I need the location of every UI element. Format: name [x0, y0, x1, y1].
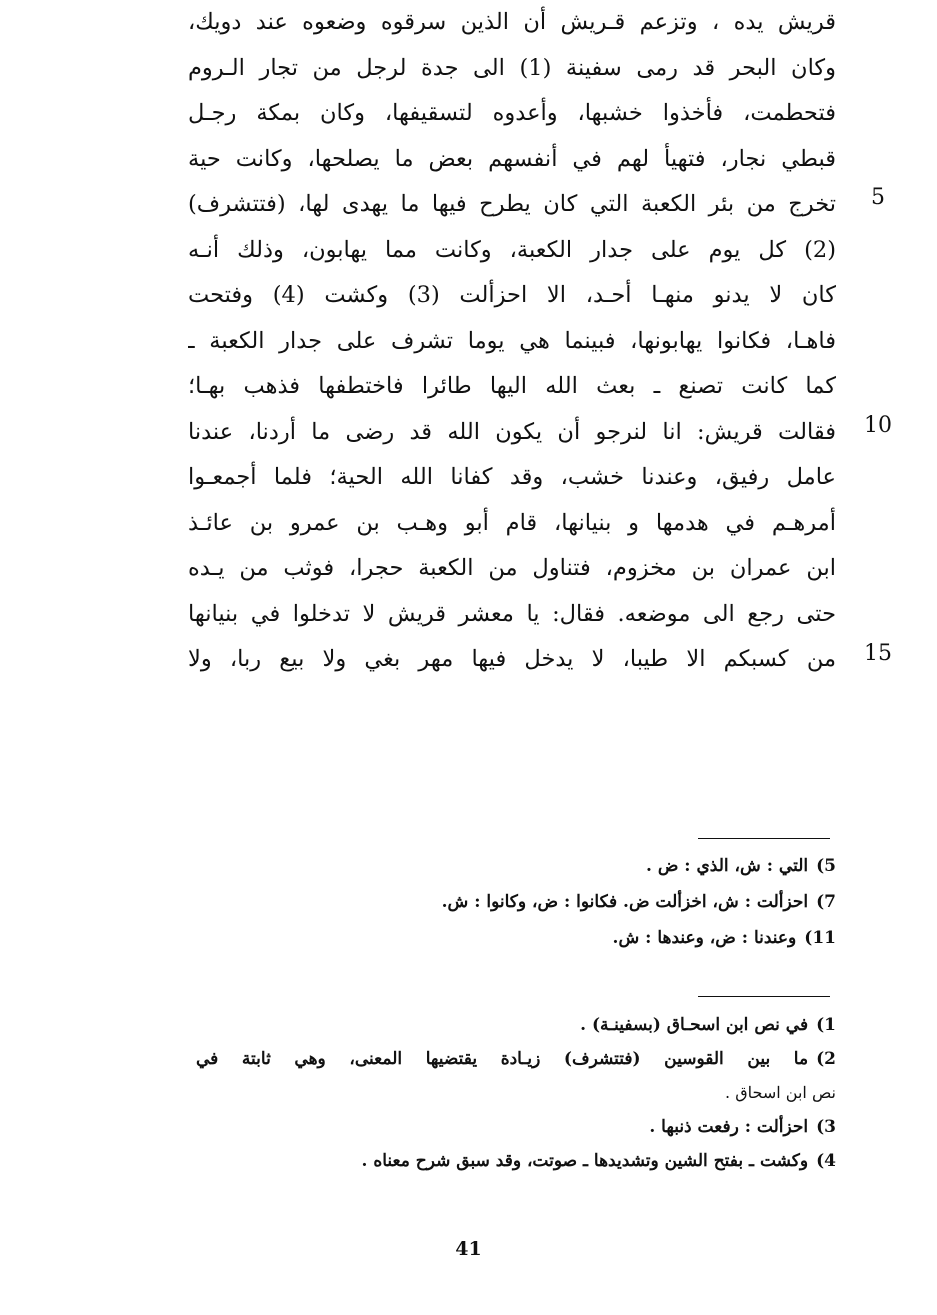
text-line: فاهـا، فكانوا يهابونها، فبينما هي يوما تشرف على جدار الكعبة ـ [188, 327, 836, 354]
text-line: وكان البحر قد رمى سفينة (1) الى جدة لرجل من تجار الـروم [188, 54, 836, 81]
note-number: 11) [804, 928, 836, 948]
text-line: حتى رجع الى موضعه. فقال: يا معشر قريش لا تدخلوا في بنيانها [188, 600, 836, 627]
footnote-divider [698, 838, 830, 839]
text-line: عامل رفيق، وعندنا خشب، وقد كفانا الله الحية؛ فلما أجمعـوا [188, 464, 836, 490]
commentary-notes [196, 1008, 836, 1178]
footnote-divider [698, 996, 830, 997]
commentary-note-continuation: نص ابن اسحاق . [725, 1083, 836, 1102]
text-line: فتحطمت، فأخذوا خشبها، وأعدوه لتسقيفها، وكان بمكة رجـل [188, 100, 836, 126]
note-text: احزألت : ش، اخزألت ض. فكانوا : ض، وكانوا : ش. [441, 892, 809, 912]
text-line: قريش يده ، وتزعم قـريش أن الذين سرقوه وضعوه عند دويك، [188, 9, 836, 35]
note-text: وعندنا : ض، وعندها : ش. [612, 928, 797, 948]
note-text: في نص ابن اسحـاق (بسفينـة) . [580, 1015, 809, 1035]
note-text: وكشت ـ بفتح الشين وتشديدها ـ صوتت، وقد سبق شرح معناه . [361, 1151, 809, 1171]
note-number: 3) [816, 1117, 836, 1137]
text-line: أمرهـم في هدمها و بنيانها، قام أبو وهـب بن عمرو بن عائـذ [188, 509, 836, 536]
text-line: (2) كل يوم على جدار الكعبة، وكانت مما يهابون، وذلك أنـه [188, 236, 836, 263]
note-number: 2) [816, 1049, 836, 1069]
text-line: كان لا يدنو منهـا أحـد، الا احزألت (3) وكشت (4) وفتحت [188, 282, 836, 308]
line-number: 10 [864, 413, 892, 438]
note-text: التي : ش، الذي : ض . [646, 856, 809, 876]
note-text: احزألت : رفعت ذنبها . [649, 1117, 809, 1137]
line-number: 15 [864, 641, 892, 666]
note-number: 4) [816, 1151, 836, 1171]
commentary-note [196, 1144, 836, 1178]
text-line: من كسبكم الا طيبا، لا يدخل فيها مهر بغي ولا بيع ربا، ولا [188, 646, 836, 672]
text-line: تخرج من بئر الكعبة التي كان يطرح فيها ما يهدى لها، (فتتشرف) [188, 191, 836, 217]
note-number: 5) [816, 856, 836, 876]
note-number: 1) [816, 1015, 836, 1035]
text-line: قبطي نجار، فتهيأ لهم في أنفسهم بعض ما يصلحها، وكانت حية [188, 145, 836, 172]
variant-note [196, 848, 836, 884]
text-line: ابن عمران بن مخزوم، فتناول من الكعبة حجرا، فوثب من يـده [188, 555, 836, 581]
commentary-note [196, 1042, 836, 1076]
note-number: 7) [816, 892, 836, 912]
variant-note [196, 884, 836, 920]
commentary-note [196, 1110, 836, 1144]
variant-note [196, 920, 836, 956]
line-number: 5 [871, 185, 885, 210]
commentary-note [196, 1008, 836, 1042]
main-text-block [188, 0, 836, 683]
page-number: 41 [455, 1238, 482, 1260]
text-line: كما كانت تصنع ـ بعث الله اليها طائرا فاختطفها فذهب بهـا؛ [188, 373, 836, 399]
note-text: ما بين القوسين (فتتشرف) زيـادة يقتضيها المعنى، وهي ثابتة في [196, 1049, 809, 1069]
variant-notes [196, 848, 836, 956]
text-line: فقالت قريش: انا لنرجو أن يكون الله قد رضى ما أردنا، عندنا [188, 418, 836, 445]
